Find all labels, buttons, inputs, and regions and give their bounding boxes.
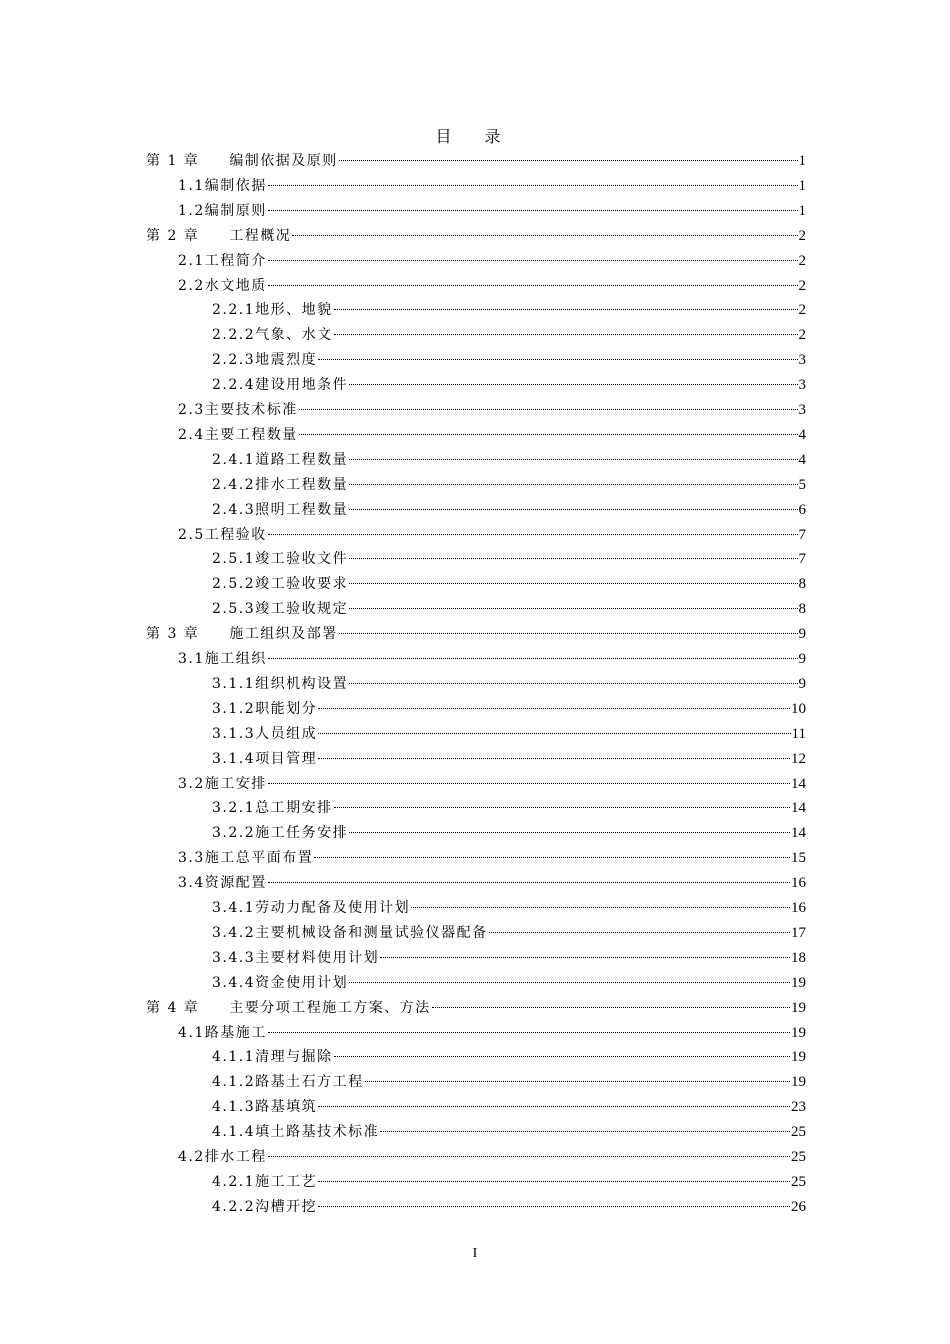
toc-dot-leader [268,882,790,883]
toc-entry-title: 沟槽开挖 [255,1198,318,1215]
toc-entry-page: 2 [798,302,806,319]
toc-entry-title: 工程概况 [229,227,292,244]
toc-entry-title: 施工组织及部署 [229,626,338,643]
toc-entry-title: 施工任务安排 [255,825,349,842]
toc-entry-number: 4.2 [178,1149,205,1165]
toc-entry-page: 12 [791,750,806,767]
toc-dot-leader [318,1206,790,1207]
toc-entry-number: 3.2 [178,775,205,792]
toc-entry-page: 25 [791,1173,806,1190]
toc-entry-number: 3.2.2 [212,825,256,842]
toc-entry[interactable] [212,748,806,770]
toc-entry[interactable] [212,922,806,944]
toc-entry-number: 2.4.1 [212,451,256,468]
toc-entry[interactable] [212,374,806,396]
toc-dot-leader [411,907,790,908]
toc-dot-leader [268,1032,790,1033]
toc-entry-title: 气象、水文 [255,327,333,344]
toc-entry[interactable] [212,822,806,844]
toc-entry-number: 第 1 章 [146,153,200,169]
toc-entry-number: 3.1.2 [212,700,256,717]
toc-entry[interactable] [178,847,806,869]
toc-dot-leader [268,185,798,186]
toc-dot-leader [268,210,798,211]
toc-entry[interactable] [178,1022,806,1044]
toc-dot-leader [349,459,797,460]
toc-dot-leader [334,1056,790,1057]
toc-entry-number: 3.1.1 [212,675,256,692]
toc-entry-number: 2.4.3 [212,501,256,518]
toc-dot-leader [349,608,797,609]
toc-entry[interactable] [212,723,806,745]
toc-entry-page: 19 [791,974,806,991]
toc-entry-title: 工程简介 [204,252,267,269]
toc-dot-leader [349,384,797,385]
toc-entry[interactable] [212,897,806,919]
toc-entry-title: 施工组织 [204,651,267,667]
toc-entry[interactable] [212,947,806,969]
toc-entry[interactable] [178,250,806,272]
toc-dot-leader [268,1156,790,1157]
toc-dot-leader [268,534,798,535]
toc-entry-number: 3.1 [178,651,205,667]
toc-entry-page: 9 [798,651,806,667]
toc-entry-number: 2.2 [178,277,205,294]
toc-entry-page: 14 [791,825,806,842]
toc-entry-number: 第 4 章 [146,999,200,1016]
toc-entry-title: 资金使用计划 [255,974,349,991]
toc-entry-page: 7 [798,551,806,568]
toc-entry[interactable] [212,324,806,346]
toc-entry[interactable] [212,972,806,994]
toc-entry-page: 7 [798,526,806,543]
toc-entry-page: 17 [791,924,806,941]
toc-entry[interactable] [212,449,806,471]
toc-entry-number: 3.4.3 [212,949,256,966]
toc-entry-number: 3.1.4 [212,750,256,767]
toc-entry-page: 1 [798,177,806,194]
toc-dot-leader [268,260,798,261]
toc-dot-leader [334,334,798,335]
toc-entry-page: 19 [791,999,806,1016]
toc-entry-title: 主要分项工程施工方案、方法 [229,999,431,1016]
toc-entry[interactable] [212,1121,806,1143]
toc-entry-page: 14 [791,800,806,817]
toc-entry-number: 2.5 [178,526,205,543]
toc-entry-number: 3.2.1 [212,800,256,817]
toc-dot-leader [318,733,790,734]
toc-dot-leader [365,1081,790,1082]
toc-entry[interactable] [212,548,806,570]
toc-entry[interactable] [212,474,806,496]
toc-entry-number: 2.2.2 [212,327,256,344]
toc-entry-number: 2.5.2 [212,576,256,593]
toc-entry[interactable] [178,872,806,894]
toc-entry-page: 3 [798,377,806,394]
toc-entry[interactable] [178,524,806,546]
toc-entry-title: 建设用地条件 [255,377,349,394]
toc-entry-number: 2.1 [178,252,205,269]
toc-entry-page: 9 [798,675,806,692]
toc-entry-page: 1 [798,202,806,219]
toc-dot-leader [314,857,790,858]
toc-entry-number: 4.1.1 [212,1049,256,1066]
toc-entry[interactable] [212,1046,806,1068]
toc-entry-title: 资源配置 [204,875,267,892]
toc-entry-title: 施工安排 [204,775,267,792]
toc-entry-page: 8 [798,576,806,593]
toc-dot-leader [268,783,790,784]
toc-entry-number: 3.3 [178,850,205,867]
toc-entry-number: 2.5.3 [212,601,256,618]
toc-entry[interactable] [178,399,806,421]
toc-entry-page: 25 [791,1149,806,1165]
toc-entry-number: 4.2.2 [212,1198,256,1215]
toc-entry-number: 2.5.1 [212,551,256,568]
toc-entry-title: 职能划分 [255,700,318,717]
toc-entry-number: 4.1.4 [212,1124,256,1141]
toc-entry[interactable] [178,200,806,222]
toc-entry-number: 3.4 [178,875,205,892]
toc-entry-page: 6 [798,501,806,518]
toc-entry-page: 23 [791,1099,806,1116]
toc-entry-title: 地形、地貌 [255,302,333,319]
toc-dot-leader [334,807,790,808]
toc-entry[interactable] [146,997,806,1019]
toc-entry-title: 人员组成 [255,725,318,742]
toc-dot-leader [349,558,797,559]
toc-entry-number: 3.4.2 [212,924,256,941]
toc-dot-leader [349,583,797,584]
toc-entry-page: 8 [798,601,806,618]
toc-entry-number: 1.2 [178,202,205,219]
toc-dot-leader [349,683,797,684]
toc-entry[interactable] [212,1171,806,1193]
toc-entry-number: 2.3 [178,402,205,418]
toc-entry[interactable] [212,499,806,521]
toc-entry-number: 3.1.3 [212,725,256,742]
toc-entry-page: 2 [798,327,806,344]
toc-entry[interactable] [178,773,806,795]
toc-entry[interactable] [146,623,806,645]
toc-dot-leader [268,285,798,286]
toc-entry[interactable] [178,424,806,446]
toc-dot-leader [339,633,798,634]
toc-entry-page: 4 [798,426,806,443]
toc-entry-page: 18 [791,949,806,966]
toc-entry-page: 2 [798,277,806,294]
toc-dot-leader [318,708,790,709]
toc-entry-page: 19 [791,1024,806,1041]
toc-entry-number: 3.4.1 [212,900,256,916]
toc-entry[interactable] [212,349,806,371]
toc-entry-title: 路基施工 [204,1024,267,1041]
toc-entry-number: 2.2.3 [212,352,256,369]
toc-entry[interactable] [212,598,806,620]
toc-entry[interactable] [212,299,806,321]
toc-dot-leader [349,484,797,485]
toc-entry-number: 4.2.1 [212,1173,256,1190]
toc-entry-number: 3.4.4 [212,974,256,991]
toc-entry-title: 填土路基技术标准 [255,1124,380,1141]
toc-entry-number: 2.4 [178,426,205,443]
toc-entry-page: 26 [791,1198,806,1215]
toc-entry-title: 排水工程 [204,1149,267,1165]
toc-entry-number: 4.1.2 [212,1074,256,1091]
toc-title: 目 录 [435,127,515,146]
toc-entry[interactable] [146,225,806,247]
footer-page-number: I [472,1246,478,1261]
toc-entry-title: 主要工程数量 [204,426,298,443]
toc-entry-title: 主要材料使用计划 [255,949,380,966]
toc-entry-page: 19 [791,1049,806,1066]
toc-entry-page: 25 [791,1124,806,1141]
toc-entry-title: 清理与掘除 [255,1049,333,1066]
toc-entry-title: 路基土石方工程 [255,1074,364,1091]
toc-dot-leader [292,235,797,236]
toc-entry-page: 3 [798,402,806,418]
toc-entry[interactable] [212,673,806,695]
toc-entry-title: 地震烈度 [255,352,318,369]
toc-entry-page: 16 [791,900,806,916]
toc-entry-page: 4 [798,451,806,468]
toc-entry-title: 照明工程数量 [255,501,349,518]
toc-entry-title: 编制依据及原则 [229,153,338,169]
toc-dot-leader [349,509,797,510]
toc-entry[interactable] [212,797,806,819]
toc-entry-title: 道路工程数量 [255,451,349,468]
toc-entry-number: 4.1.3 [212,1099,256,1116]
toc-entry-title: 项目管理 [255,750,318,767]
toc-entry-page: 14 [791,775,806,792]
toc-entry-page: 11 [791,725,806,742]
toc-entry[interactable] [178,175,806,197]
toc-entry-title: 劳动力配备及使用计划 [255,900,411,916]
toc-entry-title: 排水工程数量 [255,476,349,493]
toc-dot-leader [334,309,798,310]
toc-dot-leader [432,1007,790,1008]
toc-entry[interactable] [212,1096,806,1118]
toc-entry-number: 第 3 章 [146,626,200,643]
toc-dot-leader [489,932,790,933]
toc-entry-number: 2.4.2 [212,476,256,493]
toc-entry-title: 总工期安排 [255,800,333,817]
toc-dot-leader [299,409,798,410]
toc-dot-leader [380,957,790,958]
toc-entry[interactable] [178,275,806,297]
toc-entry-title: 施工总平面布置 [204,850,314,867]
toc-entry-number: 2.2.1 [212,302,256,319]
toc-entry-page: 16 [791,875,806,892]
toc-dot-leader [318,758,790,759]
toc-dot-leader [349,982,790,983]
toc-entry-title: 工程验收 [204,526,267,543]
toc-entry[interactable] [212,1196,806,1218]
toc-entry[interactable] [178,1146,806,1168]
toc-dot-leader [318,359,797,360]
toc-dot-leader [339,160,798,161]
toc-entry-title: 编制依据 [204,177,267,194]
toc-entry[interactable] [178,648,806,670]
toc-entry-title: 竣工验收要求 [255,576,349,593]
toc-entry-title: 编制原则 [204,202,267,219]
toc-entry-page: 19 [791,1074,806,1091]
toc-dot-leader [299,434,798,435]
toc-entry-page: 2 [798,227,806,244]
toc-dot-leader [349,832,790,833]
toc-entry[interactable] [146,150,806,172]
toc-entry-page: 15 [791,850,806,867]
toc-dot-leader [380,1131,790,1132]
toc-entry-page: 5 [798,476,806,493]
toc-entry-page: 2 [798,252,806,269]
toc-entry-title: 施工工艺 [255,1173,318,1190]
toc-entry-number: 4.1 [178,1024,205,1041]
toc-dot-leader [268,658,798,659]
toc-entry[interactable] [212,573,806,595]
toc-entry-page: 9 [798,626,806,643]
toc-entry-title: 路基填筑 [255,1099,318,1116]
toc-entry[interactable] [212,1071,806,1093]
toc-dot-leader [318,1106,790,1107]
toc-dot-leader [318,1181,790,1182]
toc-entry-page: 1 [798,153,806,169]
toc-entry-title: 竣工验收文件 [255,551,349,568]
toc-entry-title: 组织机构设置 [255,675,349,692]
toc-entry-page: 3 [798,352,806,369]
toc-entry-title: 水文地质 [204,277,267,294]
toc-entry-number: 2.2.4 [212,377,256,394]
toc-entry-page: 10 [791,700,806,717]
toc-entry[interactable] [212,698,806,720]
toc-entry-number: 1.1 [178,177,205,194]
toc-entry-title: 主要机械设备和测量试验仪器配备 [255,924,488,941]
toc-entry-number: 第 2 章 [146,227,200,244]
toc-entry-title: 竣工验收规定 [255,601,349,618]
toc-entry-title: 主要技术标准 [204,402,298,418]
